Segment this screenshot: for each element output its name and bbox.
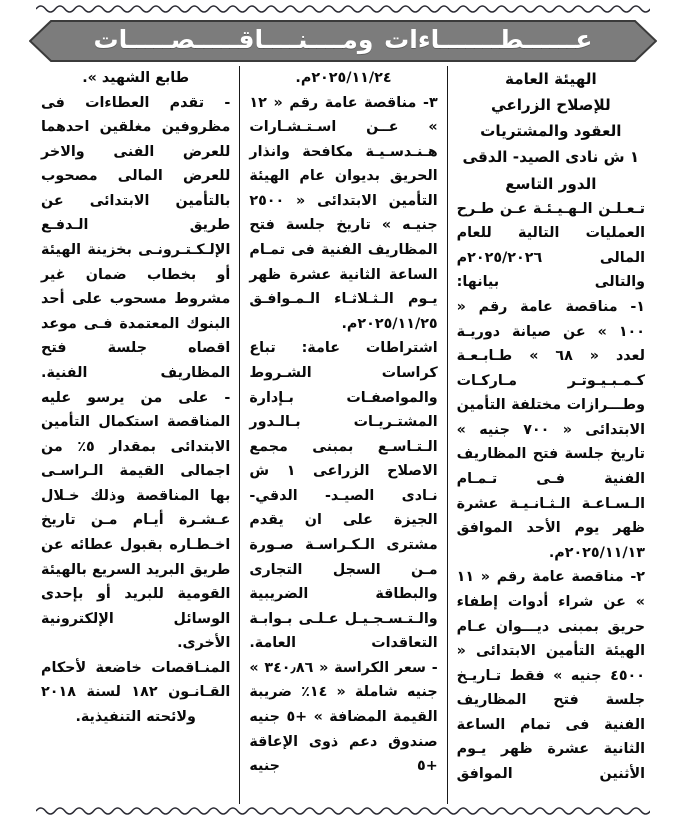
governing-law: المنـاقصات خاضعة لأحكام القـانـون ١٨٢ لسنة ٢٠١٨ ولائحته التنفيذية. (41, 659, 231, 726)
article-columns (32, 66, 654, 804)
general-conditions: اشتراطات عامة: تباع كراسات الشـروط والمواصفـات بـإدارة المشتـريـات بـالـدور الـتـاسـع بمبنى مجمع الاصلاح الزراعى ١ ش نـادى الصيـد- الدقي- الجيزة على ان يقدم مشترى الـكـراسـة صـورة مـن السجل التجارى والبطاقة الضريبية والـتـسـجـيـل عـلـى بـوابـة التعاقدات العامة. (249, 340, 438, 652)
stamp-continued: طابع الشهيد ». (82, 70, 190, 86)
tender-2-date-continued: ٢٠٢٥/١١/٢٤م. (295, 70, 392, 86)
tender-item-1: ١- مناقصة عامة رقم « ١٠٠ » عن صيانة دوريـة لعدد « ٦٨ » طـابـعـة كـمـبـيـوتـر مـاركـات وطـــرازات مختلفة التأمين الابتدائى « ٧٠٠ جنيه » تاريخ جلسة فتح المظاريف الفنية فـى تـمـام الـسـاعـة الـثـانـيـة عشرة ظهر يوم الأحد الموافق ٢٠٢٥/١١/١٣م. (456, 299, 646, 561)
banner-title: عــــــطـــــــاءات ومــــنــــاقـــــصـــــات (93, 25, 593, 54)
section-banner (29, 20, 657, 62)
tender-item-2: ٢- مناقصة عامة رقم « ١١ » عن شراء أدوات إطفاء حريق بمبنى ديـــوان عـام الهيئة التأمين الابتدائى « ٤٥٠٠ جنيه » فقط تـاريـخ جلسة فتح المظاريف الفنية فى تمام الساعة الثانية عشرة ظهر يـوم الأثنين الموافق (456, 569, 645, 782)
booklet-price: - سعر الكراسة « ٣٤٠٫٨٦ » جنيه شاملة « ١٤٪ ضريبة القيمة المضافة » +٥ جنيه صندوق دعم ذوى الإعاقة +٥ جنيه (249, 659, 438, 775)
column-right (447, 66, 654, 804)
organization-name-line2: للإصلاح الزراعي (490, 96, 611, 115)
column-left (32, 66, 239, 804)
award-deposit-rules: - على من يرسو عليه المناقصة استكمال التأمين الابتدائى بمقدار ٥٪ من اجمالى القيمة الـراسـى بها المناقصة وذلك خـلال عـشـرة أيـام مـن تاريخ اخـطـاره بقبول عطائه عن طريق البريد السريع بالهيئة القومية للبريد أو بإحدى الوسائل الإلكترونية الأخرى. (41, 389, 231, 652)
address-line: ١ ش نادى الصيد- الدقى (462, 148, 640, 167)
organization-name-line1: الهيئة العامة (505, 70, 597, 88)
department-name: العقود والمشتريات (480, 122, 622, 141)
intro-paragraph: تـعـلـن الـهـيـئـة عـن طـرح العمليات التالية للعام المالى ٢٠٢٥/٢٠٢٦م والتالى بيانها: (456, 200, 645, 291)
tender-item-3: ٣- مناقصة عامة رقم « ١٢ » عــن اسـتـشـارات هـنـدسـيـة مكافحة وانذار الحريق بديوان عام الهيئة التأمين الابتدائى « ٢٥٠٠ جنيـه » تاريخ جلسة فتح المظاريف الفنية فى تمـام الساعة الثانية عشرة ظهر يـوم الـثـلاثـاء الـمـوافـق ٢٠٢٥/١١/٢٥م. (249, 94, 438, 332)
floor-line: الدور التاسع (505, 174, 597, 193)
column-middle (239, 66, 446, 804)
bottom-wavy-divider (36, 804, 650, 818)
envelope-submission-rules: - تقدم العطاءات فى مظروفين مغلقين احدهما للعرض الفنى والاخر للعرض المالى مصحوب بالتأمين الابتدائى عن طريق الـدفـع الإلـكـتـرونـى بخزينة الهيئة أو بخطاب ضمان غير مشروط مسحوب على أحد البنوك المعتمدة فـى موعد اقصاه جلسة فتح المظاريف الفنية. (41, 94, 231, 381)
top-wavy-divider (36, 2, 650, 16)
